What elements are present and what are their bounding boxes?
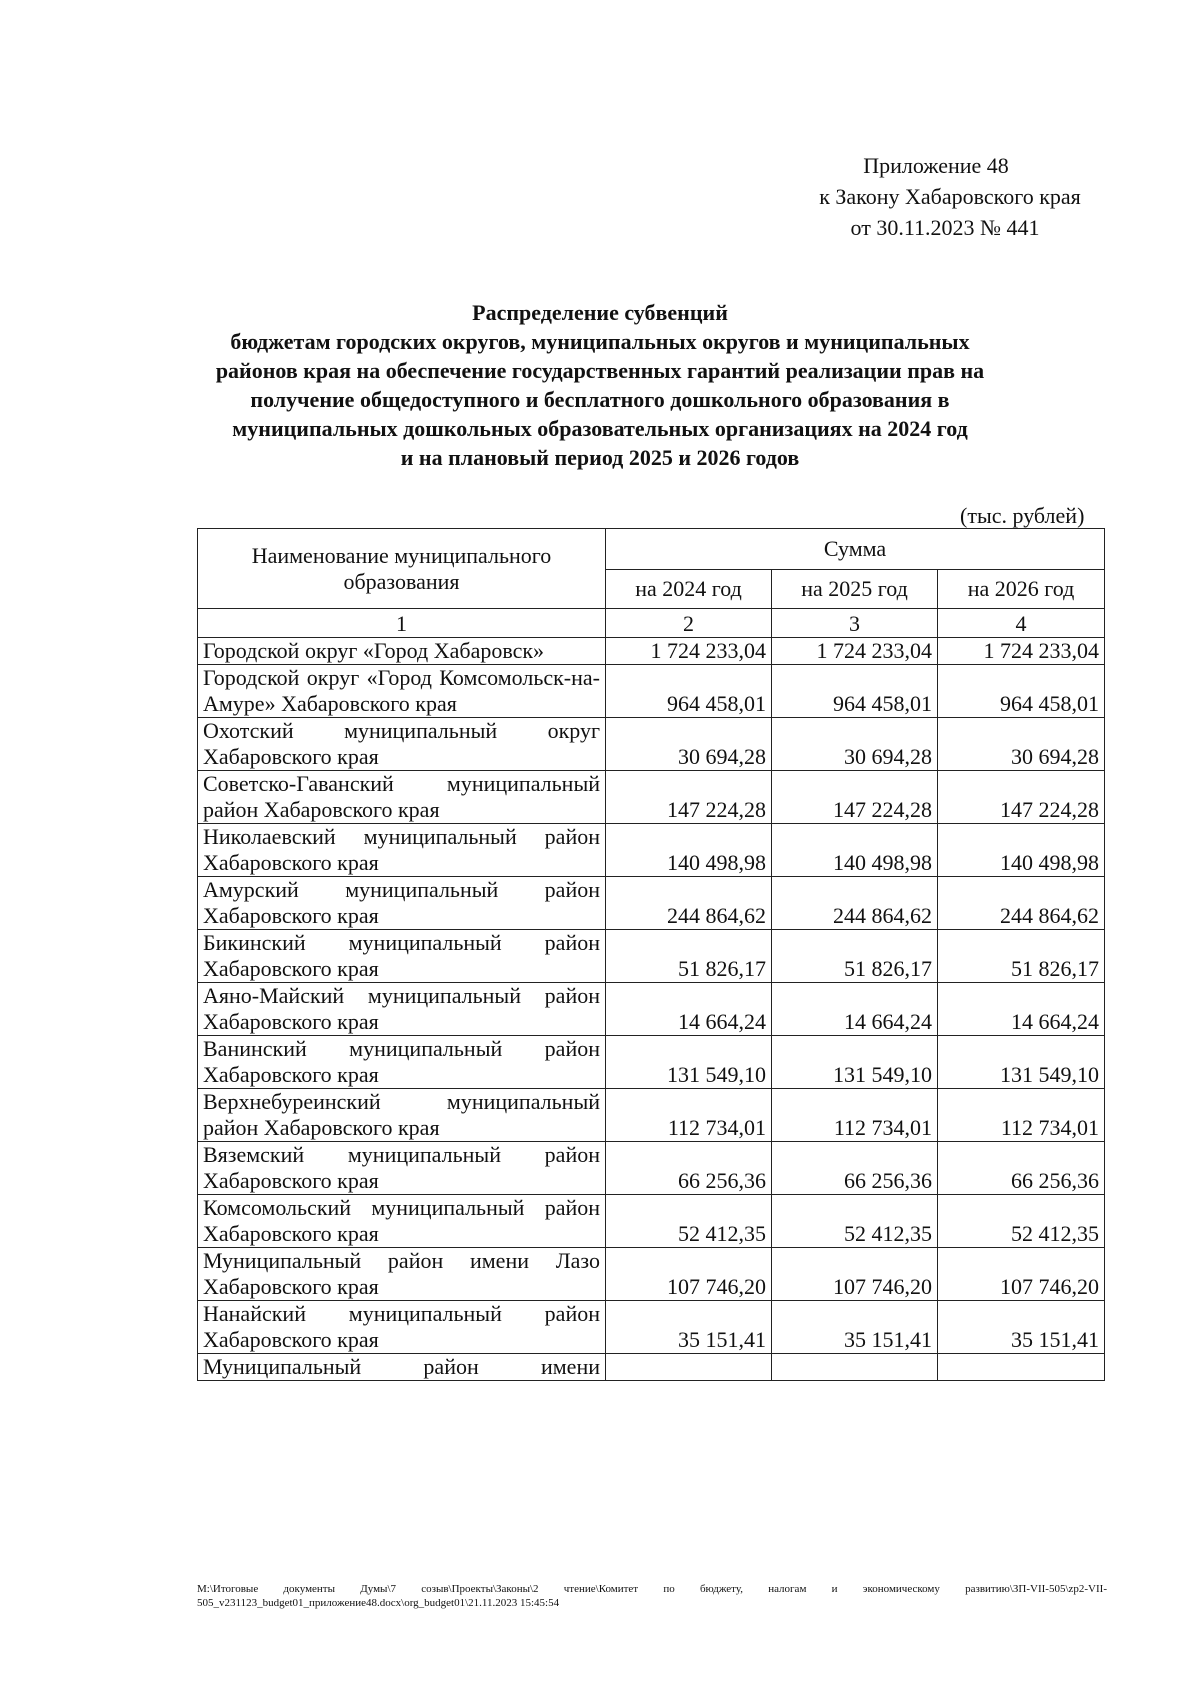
row-name: Муниципальный район имени Лазо Хабаровского края	[198, 1248, 606, 1301]
value-2025: 14 664,24	[772, 983, 938, 1036]
table-row	[198, 1089, 1105, 1142]
value-2026: 964 458,01	[938, 665, 1105, 718]
value-2026: 147 224,28	[938, 771, 1105, 824]
row-name: Бикинский муниципальный район Хабаровского края	[198, 930, 606, 983]
value-2026: 112 734,01	[938, 1089, 1105, 1142]
value-2024: 66 256,36	[606, 1142, 772, 1195]
table-row	[198, 877, 1105, 930]
value-2026: 66 256,36	[938, 1142, 1105, 1195]
column-numbers-row	[198, 609, 1105, 638]
value-2026	[938, 1354, 1105, 1381]
value-2025: 52 412,35	[772, 1195, 938, 1248]
value-2024: 140 498,98	[606, 824, 772, 877]
column-number: 1	[198, 609, 606, 638]
row-name: Нанайский муниципальный район Хабаровского края	[198, 1301, 606, 1354]
row-name: Николаевский муниципальный район Хабаровского края	[198, 824, 606, 877]
table-header-row	[198, 529, 1105, 570]
row-name: Ванинский муниципальный район Хабаровского края	[198, 1036, 606, 1089]
attachment-number: Приложение 48	[863, 153, 1009, 178]
table-row	[198, 1354, 1105, 1381]
value-2025: 140 498,98	[772, 824, 938, 877]
table-row	[198, 983, 1105, 1036]
value-2026: 14 664,24	[938, 983, 1105, 1036]
row-name: Городской округ «Город Комсомольск-на-Амуре» Хабаровского края	[198, 665, 606, 718]
value-2025: 35 151,41	[772, 1301, 938, 1354]
units-label: (тыс. рублей)	[960, 503, 1085, 528]
table-row	[198, 1195, 1105, 1248]
value-2024: 1 724 233,04	[606, 638, 772, 665]
table-row	[198, 1301, 1105, 1354]
table-row	[198, 824, 1105, 877]
row-name: Советско-Гаванский муниципальный район Хабаровского края	[198, 771, 606, 824]
value-2024: 964 458,01	[606, 665, 772, 718]
value-2026: 131 549,10	[938, 1036, 1105, 1089]
value-2024: 147 224,28	[606, 771, 772, 824]
table-row	[198, 1036, 1105, 1089]
row-name: Городской округ «Город Хабаровск»	[198, 638, 606, 665]
value-2026: 107 746,20	[938, 1248, 1105, 1301]
value-2026: 52 412,35	[938, 1195, 1105, 1248]
value-2025: 244 864,62	[772, 877, 938, 930]
value-2025: 30 694,28	[772, 718, 938, 771]
title-line: бюджетам городских округов, муниципальных округов и муниципальных	[230, 329, 970, 354]
column-number: 3	[772, 609, 938, 638]
value-2026: 140 498,98	[938, 824, 1105, 877]
header-name: Наименование муниципального образования	[198, 529, 606, 609]
table-row	[198, 1248, 1105, 1301]
value-2025	[772, 1354, 938, 1381]
table-row	[198, 665, 1105, 718]
value-2025: 66 256,36	[772, 1142, 938, 1195]
table-row	[198, 1142, 1105, 1195]
title-line: Распределение субвенций	[472, 300, 728, 325]
row-name: Муниципальный район имени	[198, 1354, 606, 1381]
subvention-table	[197, 528, 1105, 1381]
row-name: Комсомольский муниципальный район Хабаровского края	[198, 1195, 606, 1248]
title-line: районов края на обеспечение государственных гарантий реализации прав на	[215, 358, 985, 383]
value-2025: 1 724 233,04	[772, 638, 938, 665]
attachment-date: от 30.11.2023 № 441	[850, 215, 1040, 240]
table-row	[198, 638, 1105, 665]
value-2024: 14 664,24	[606, 983, 772, 1036]
title-line: получение общедоступного и бесплатного дошкольного образования в	[250, 387, 950, 412]
header-year-2025: на 2025 год	[772, 570, 938, 609]
attachment-law: к Закону Хабаровского края	[819, 184, 1081, 209]
row-name: Амурский муниципальный район Хабаровского края	[198, 877, 606, 930]
header-sum: Сумма	[606, 529, 1105, 570]
row-name: Аяно-Майский муниципальный район Хабаровского края	[198, 983, 606, 1036]
title-line: муниципальных дошкольных образовательных организациях на 2024 год	[232, 416, 968, 441]
value-2024: 244 864,62	[606, 877, 772, 930]
value-2024: 35 151,41	[606, 1301, 772, 1354]
value-2026: 244 864,62	[938, 877, 1105, 930]
row-name: Охотский муниципальный округ Хабаровского края	[198, 718, 606, 771]
table-row	[198, 930, 1105, 983]
row-name: Верхнебуреинский муниципальный район Хабаровского края	[198, 1089, 606, 1142]
value-2026: 51 826,17	[938, 930, 1105, 983]
column-number: 2	[606, 609, 772, 638]
header-year-2026: на 2026 год	[938, 570, 1105, 609]
document-title	[150, 298, 1050, 472]
value-2024: 30 694,28	[606, 718, 772, 771]
file-path-footer: M:\Итоговые документы Думы\7 созыв\Проекты\Законы\2 чтение\Комитет по бюджету, налогам и экономическому развитию\ЗП-VII-505\zp2-VII-505_v231123_budget01_приложение48.docx\org_budget01\21.11.2023 15:45:54	[197, 1583, 1107, 1609]
value-2024: 112 734,01	[606, 1089, 772, 1142]
value-2024: 131 549,10	[606, 1036, 772, 1089]
value-2024: 52 412,35	[606, 1195, 772, 1248]
title-line: и на плановый период 2025 и 2026 годов	[400, 445, 800, 470]
value-2025: 51 826,17	[772, 930, 938, 983]
header-year-2024: на 2024 год	[606, 570, 772, 609]
value-2025: 131 549,10	[772, 1036, 938, 1089]
value-2026: 30 694,28	[938, 718, 1105, 771]
value-2026: 35 151,41	[938, 1301, 1105, 1354]
column-number: 4	[938, 609, 1105, 638]
value-2025: 964 458,01	[772, 665, 938, 718]
value-2024: 51 826,17	[606, 930, 772, 983]
value-2025: 107 746,20	[772, 1248, 938, 1301]
table-row	[198, 771, 1105, 824]
value-2026: 1 724 233,04	[938, 638, 1105, 665]
value-2025: 112 734,01	[772, 1089, 938, 1142]
table-row	[198, 718, 1105, 771]
value-2024	[606, 1354, 772, 1381]
value-2024: 107 746,20	[606, 1248, 772, 1301]
attachment-block	[790, 150, 1110, 243]
row-name: Вяземский муниципальный район Хабаровского края	[198, 1142, 606, 1195]
value-2025: 147 224,28	[772, 771, 938, 824]
